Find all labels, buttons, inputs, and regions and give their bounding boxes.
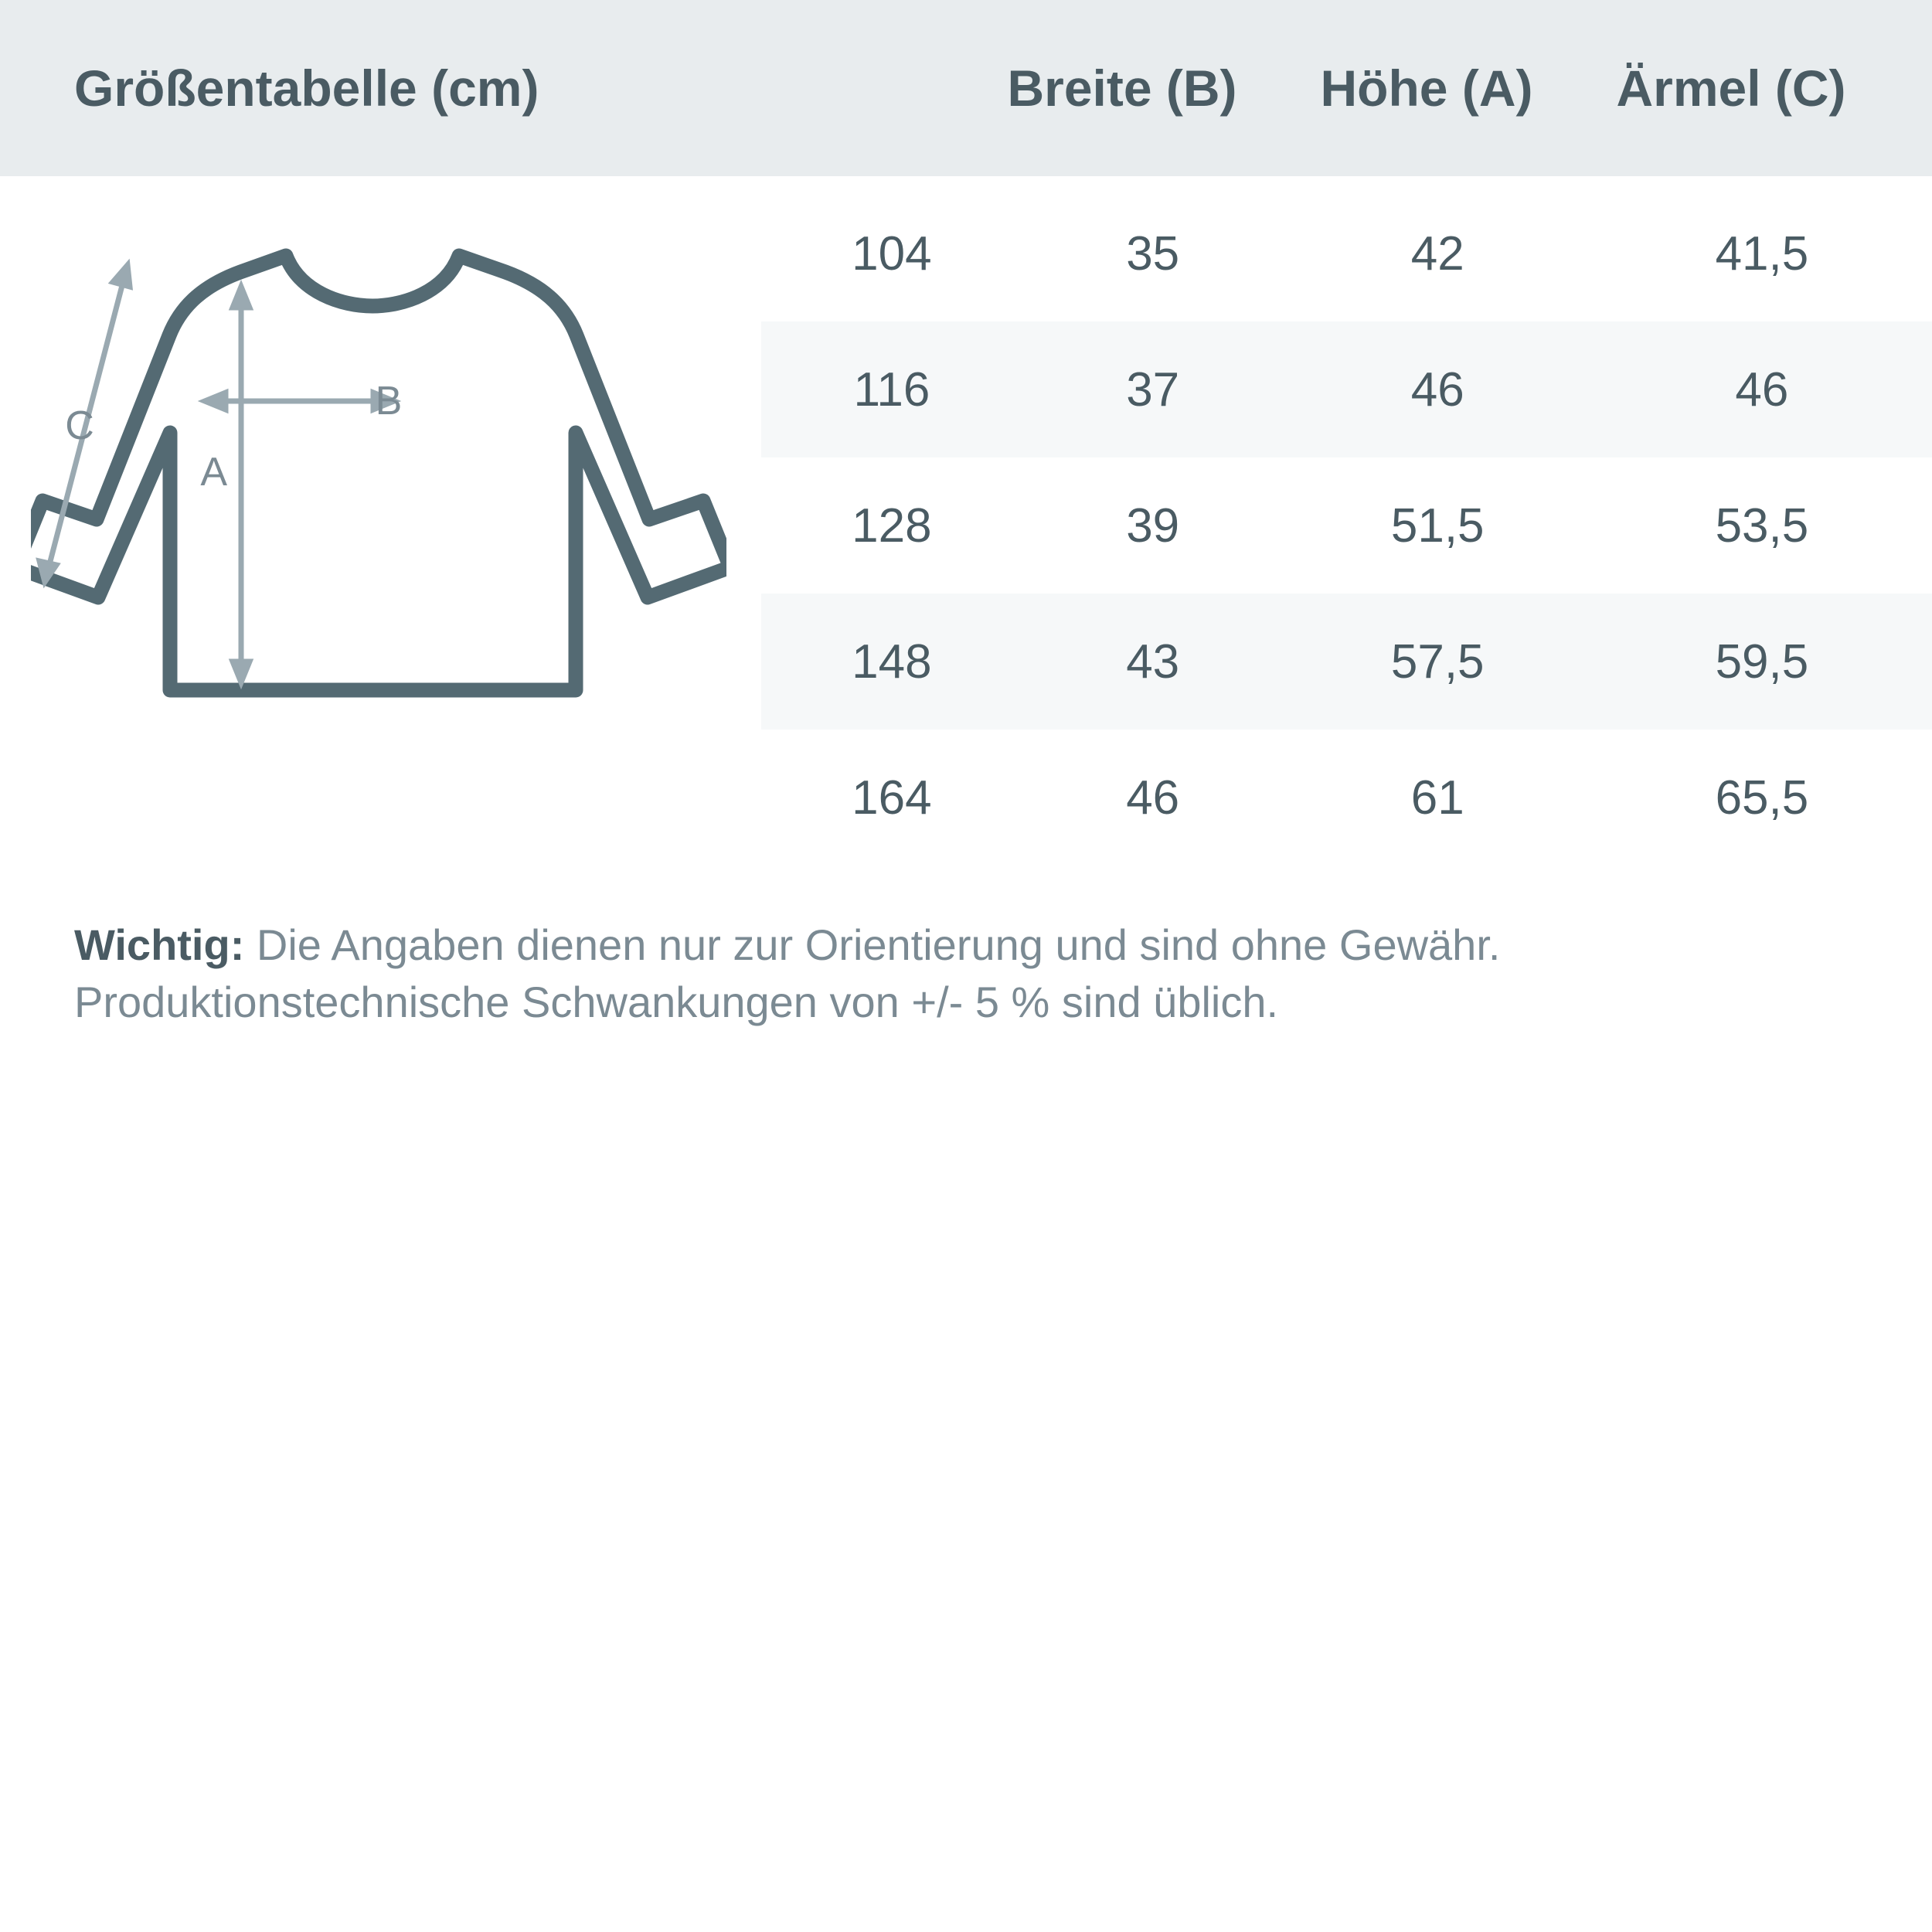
cell-aermel: 46 <box>1592 321 1932 457</box>
cell-breite: 39 <box>1126 498 1180 553</box>
cell-aermel: 41,5 <box>1715 226 1809 281</box>
cell-size: 104 <box>852 226 932 281</box>
disclaimer-text: Die Angaben dienen nur zur Orientierung und sind ohne Gewähr. Produktionstechnische Schwankungen von +/- 5 % sind üblich. <box>74 920 1501 1026</box>
measurements-table-pane <box>761 176 1932 866</box>
cell-breite: 46 <box>1126 770 1180 825</box>
page-title: Größentabelle (cm) <box>74 60 539 117</box>
cell-hoehe: 61 <box>1410 770 1464 825</box>
column-header-hoehe: Höhe (A) <box>1320 60 1533 117</box>
longsleeve-shirt-diagram <box>31 207 726 748</box>
cell-aermel: 53,5 <box>1715 498 1809 553</box>
column-headers <box>968 59 1886 117</box>
garment-figure-pane <box>0 176 761 748</box>
cell-hoehe: 46 <box>1284 321 1592 457</box>
chart-header <box>0 0 1932 176</box>
table-row <box>761 594 1932 730</box>
dimension-label-a: A <box>200 450 227 495</box>
cell-breite: 37 <box>1022 321 1284 457</box>
disclaimer-label: Wichtig: <box>74 920 245 969</box>
cell-size: 128 <box>852 498 932 553</box>
cell-aermel: 65,5 <box>1715 770 1809 825</box>
cell-hoehe: 57,5 <box>1284 594 1592 730</box>
cell-size: 148 <box>761 594 1022 730</box>
table-row <box>761 730 1932 866</box>
cell-breite: 35 <box>1126 226 1180 281</box>
column-header-breite: Breite (B) <box>1007 60 1237 117</box>
dimension-label-c: C <box>65 403 94 448</box>
cell-breite: 43 <box>1022 594 1284 730</box>
chart-body <box>0 176 1932 866</box>
cell-size: 164 <box>852 770 932 825</box>
disclaimer-note <box>0 866 1932 1031</box>
column-header-aermel: Ärmel (C) <box>1616 60 1846 117</box>
cell-hoehe: 42 <box>1410 226 1464 281</box>
cell-size: 116 <box>761 321 1022 457</box>
table-row <box>761 185 1932 321</box>
cell-aermel: 59,5 <box>1592 594 1932 730</box>
table-row <box>761 457 1932 594</box>
dimension-label-b: B <box>375 379 403 423</box>
table-row <box>761 321 1932 457</box>
cell-hoehe: 51,5 <box>1390 498 1485 553</box>
measurements-table <box>761 185 1932 866</box>
